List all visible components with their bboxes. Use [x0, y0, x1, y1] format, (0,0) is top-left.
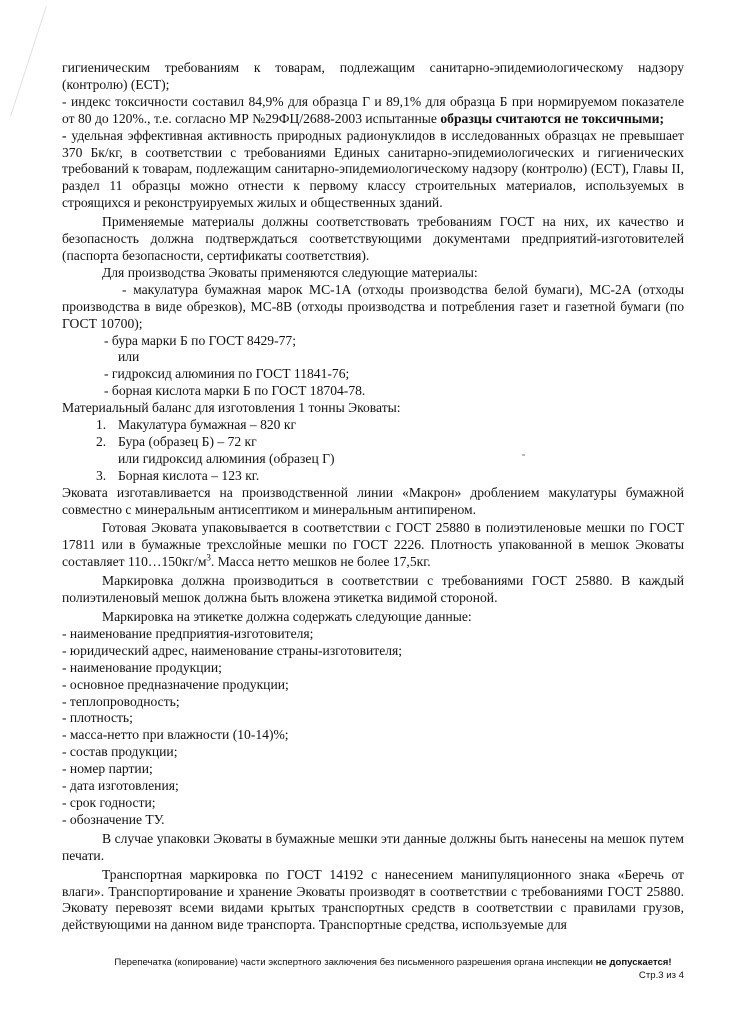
- paragraph-materials: - макулатура бумажная марок МС-1А (отходы производства белой бумаги), МС-2А (отходы производства в виде обрезков), МС-8В (отходы производства и потребления газет и газетной бумаги (по ГОСТ 10700);: [62, 281, 684, 331]
- footer-notice: Перепечатка (копирование) части экспертного заключения без письменного разрешения органа инспекции не допускается!: [114, 957, 672, 968]
- conclusion-bold: образцы считаются не токсичными;: [440, 110, 665, 126]
- list-item: - основное предназначение продукции;: [62, 676, 289, 692]
- list-item: - теплопроводность;: [62, 693, 180, 709]
- paragraph-packaging: Готовая Эковата упаковывается в соответствии с ГОСТ 25880 в полиэтиленовые мешки по ГОСТ 17811 или в бумажные трехслойные мешки по ГОСТ 2226. Плотность упакованной в мешок Эковаты составляет $110\dots 150кг/м^3$. Масса нетто мешков не более 17,5кг.: [62, 520, 684, 570]
- list-item: - обозначение ТУ.: [62, 811, 165, 827]
- paragraph-toxicity: - индекс токсичности составил 84,9% для образца Г и 89,1% для образца Б при нормируемом показателе от 80 до 120%., т.е. согласно МР №29ФЦ/2688-2003 испытанные образцы считаются не токсичными;: [62, 93, 684, 126]
- scan-speck: [522, 454, 525, 456]
- list-item: или: [118, 349, 140, 365]
- paragraph: Для производства Эковаты применяются следующие материалы:: [102, 264, 478, 280]
- numbered-item: 3. Борная кислота – 123 кг.: [96, 467, 260, 483]
- list-item: - дата изготовления;: [62, 778, 179, 794]
- list-item: - юридический адрес, наименование страны-изготовителя;: [62, 642, 403, 658]
- paragraph: Материальный баланс для изготовления 1 тонны Эковаты:: [62, 400, 401, 416]
- list-item: - масса-нетто при влажности (10-14)%;: [62, 727, 289, 743]
- label-data-list: [62, 626, 684, 829]
- list-item: - номер партии;: [62, 761, 153, 777]
- paragraph: Эковата изготавливается на производственной линии «Макрон» дроблением макулатуры бумажной совместно с минеральным антисептиком и минеральным антипиреном.: [62, 484, 684, 517]
- list-item: - наименование продукции;: [62, 659, 222, 675]
- numbered-item: 2. Бура (образец Б) – 72 кг: [96, 433, 257, 449]
- list-item: - бура марки Б по ГОСТ 8429-77;: [104, 332, 296, 348]
- list-item: - состав продукции;: [62, 744, 178, 760]
- paragraph: Применяемые материалы должны соответствовать требованиям ГОСТ на них, их качество и безопасность должна подтверждаться соответствующими документами предприятий-изготовителей (паспорта безопасности, сертификаты соответствия).: [62, 214, 684, 263]
- paragraph: Маркировка должна производиться в соответствии с требованиями ГОСТ 25880. В каждый полиэтиленовый мешок должна быть вложена этикетка видимой стороной.: [62, 573, 684, 606]
- paragraph-transport: Транспортная маркировка по ГОСТ 14192 с нанесением манипуляционного знака «Беречь от влаги». Транспортирование и хранение Эковаты производят в соответствии с требованиями ГОСТ 25880. Эковату перевозят всеми видами крытых транспортных средств в соответствии с правилами грузов, действующими на данном виде транспорта. Транспортные средства, используемые для: [62, 866, 684, 933]
- page-footer: [62, 956, 684, 982]
- list-item: - срок годности;: [62, 794, 156, 810]
- paragraph: Маркировка на этикетке должна содержать следующие данные:: [102, 609, 472, 624]
- numbered-item-continuation: или гидроксид алюминия (образец Г): [118, 450, 335, 466]
- document-body: [62, 60, 684, 934]
- paragraph: гигиеническим требованиям к товарам, подлежащим санитарно-эпидемиологическому надзору (контролю) (ЕСТ);: [62, 60, 684, 92]
- list-item: - наименование предприятия-изготовителя;: [62, 625, 314, 641]
- list-item: - гидроксид алюминия по ГОСТ 11841-76;: [104, 366, 350, 382]
- paragraph: В случае упаковки Эковаты в бумажные мешки эти данные должны быть нанесены на мешок путем печати.: [62, 830, 684, 863]
- list-item: - борная кислота марки Б по ГОСТ 18704-78.: [104, 383, 366, 399]
- page-number: Стр.3 из 4: [638, 970, 684, 981]
- numbered-item: 1. Макулатура бумажная – 820 кг: [96, 417, 297, 433]
- list-item: - плотность;: [62, 710, 133, 726]
- paragraph-radionuclides: - удельная эффективная активность природных радионуклидов в исследованных образцах не превышает 370 Бк/кг, в соответствии с требованиями Единых санитарно-эпидемиологических и гигиенических требований к товарам, подлежащим санитарно-эпидемиологическому надзору (контролю) (ЕСТ), Главы II, раздел 11 образцы можно отнести к первому классу строительных материалов, используемых в строящихся и реконструируемых жилых и общественных зданий.: [62, 127, 684, 211]
